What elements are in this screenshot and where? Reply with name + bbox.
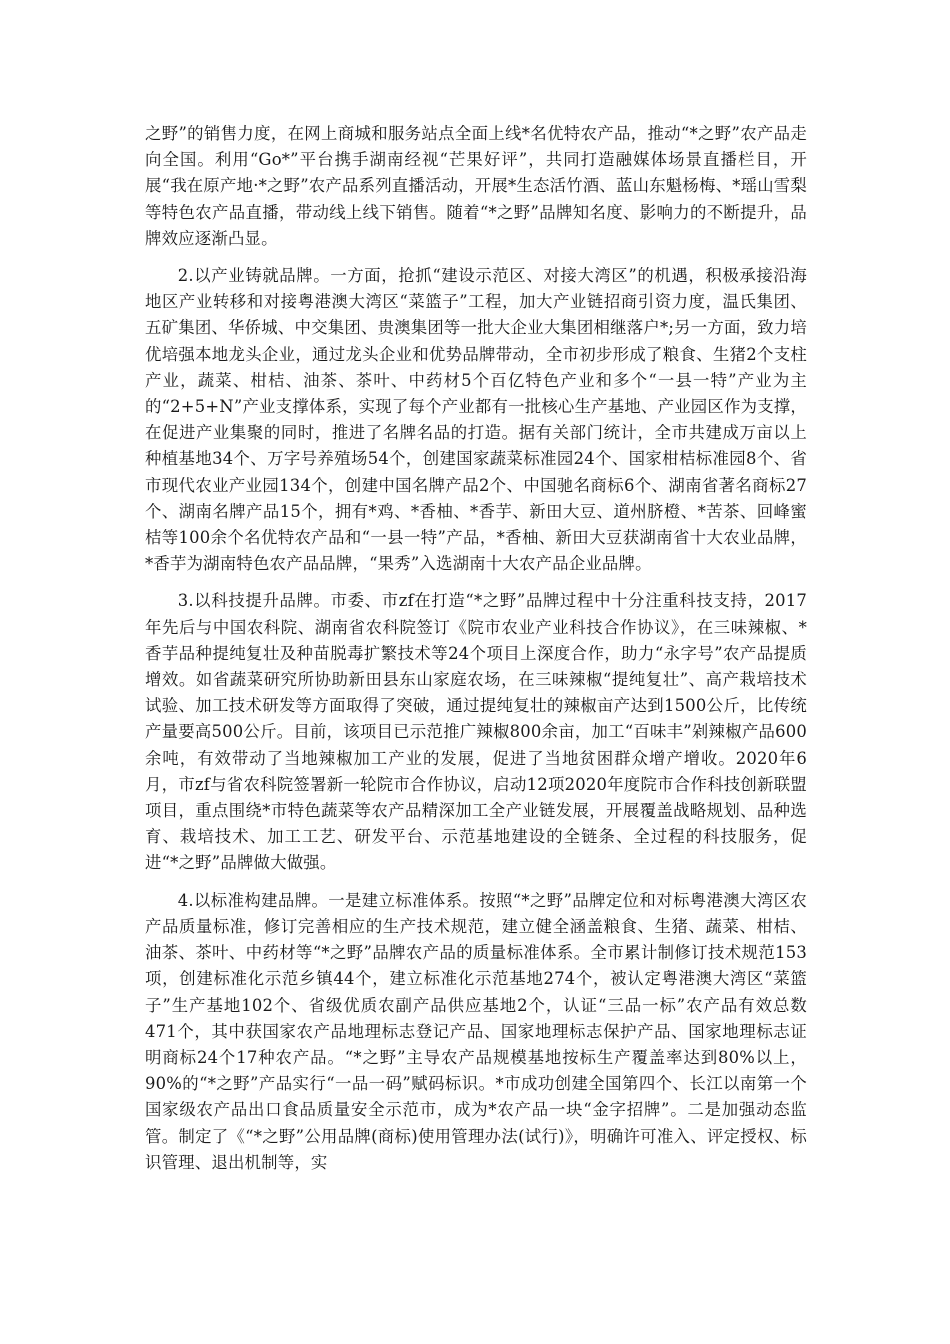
paragraph-industry-brand: 2.以产业铸就品牌。一方面，抢抓“建设示范区、对接大湾区”的机遇，积极承接沿海地区产业转移和对接粤港澳大湾区“菜篮子”工程，加大产业链招商引资力度，温氏集团、五矿集团、华侨城、中交集团、贵澳集团等一批大企业大集团相继落户*;另一方面，致力培优培强本地龙头企业，通过龙头企业和优势品牌带动，全市初步形成了粮食、生猪2个支柱产业，蔬菜、柑桔、油茶、茶叶、中药材5个百亿特色产业和多个“一县一特”产业为主的“2+5+N”产业支撑体系，实现了每个产业都有一批核心生产基地、产业园区作为支撑，在促进产业集聚的同时，推进了名牌名品的打造。据有关部门统计，全市共建成万亩以上种植基地34个、万字号养殖场54个，创建国家蔬菜标准园24个、国家柑桔标准园8个、省市现代农业产业园134个，创建中国名牌产品2个、中国驰名商标6个、湖南省著名商标27个、湖南名牌产品15个，拥有*鸡、*香柚、*香芋、新田大豆、道州脐橙、*苦茶、回峰蜜桔等100余个名优特农产品和“一县一特”产品，*香柚、新田大豆获湖南省十大农业品牌，*香芋为湖南特色农产品品牌，“果秀”入选湖南十大农产品企业品牌。 xyxy=(145,266,807,574)
document-body xyxy=(145,121,807,1187)
paragraph-brand-sales: 之野”的销售力度，在网上商城和服务站点全面上线*名优特农产品，推动“*之野”农产品走向全国。利用“Go*”平台携手湖南经视“芒果好评”，共同打造融媒体场景直播栏目，开展“我在原产地·*之野”农产品系列直播活动，开展*生态活竹酒、蓝山东魁杨梅、*瑶山雪梨等特色农产品直播，带动线上线下销售。随着“*之野”品牌知名度、影响力的不断提升，品牌效应逐渐凸显。 xyxy=(145,124,807,248)
paragraph-standard-brand: 4.以标准构建品牌。一是建立标准体系。按照“*之野”品牌定位和对标粤港澳大湾区农产品质量标准，修订完善相应的生产技术规范，建立健全涵盖粮食、生猪、蔬菜、柑桔、油茶、茶叶、中药材等“*之野”品牌农产品的质量标准体系。全市累计制修订技术规范153项，创建标准化示范乡镇44个，建立标准化示范基地274个，被认定粤港澳大湾区“菜篮子”生产基地102个、省级优质农副产品供应基地2个，认证“三品一标”农产品有效总数471个，其中获国家农产品地理标志登记产品、国家地理标志保护产品、国家地理标志证明商标24个17种农产品。“*之野”主导农产品规模基地按标生产覆盖率达到80%以上，90%的“*之野”产品实行“一品一码”赋码标识。*市成功创建全国第四个、长江以南第一个国家级农产品出口食品质量安全示范市，成为*农产品一块“金字招牌”。二是加强动态监管。制定了《“*之野”公用品牌(商标)使用管理办法(试行)》，明确许可准入、评定授权、标识管理、退出机制等，实 xyxy=(145,890,807,1172)
paragraph-technology-brand: 3.以科技提升品牌。市委、市zf在打造“*之野”品牌过程中十分注重科技支持，2017年先后与中国农科院、湖南省农科院签订《院市农业产业科技合作协议》，在三味辣椒、*香芋品种提纯复壮及种苗脱毒扩繁技术等24个项目上深度合作，助力“永字号”农产品提质增效。如省蔬菜研究所协助新田县东山家庭农场，在三味辣椒“提纯复壮”、高产栽培技术试验、加工技术研发等方面取得了突破，通过提纯复壮的辣椒亩产达到1500公斤，比传统产量要高500公斤。目前，该项目已示范推广辣椒800余亩，加工“百味丰”剁辣椒产品600余吨，有效带动了当地辣椒加工产业的发展，促进了当地贫困群众增产增收。2020年6月，市zf与省农科院签署新一轮院市合作协议，启动12项2020年度院市合作科技创新联盟项目，重点围绕*市特色蔬菜等农产品精深加工全产业链发展，开展覆盖战略规划、品种选育、栽培技术、加工工艺、研发平台、示范基地建设的全链条、全过程的科技服务，促进“*之野”品牌做大做强。 xyxy=(145,591,807,873)
